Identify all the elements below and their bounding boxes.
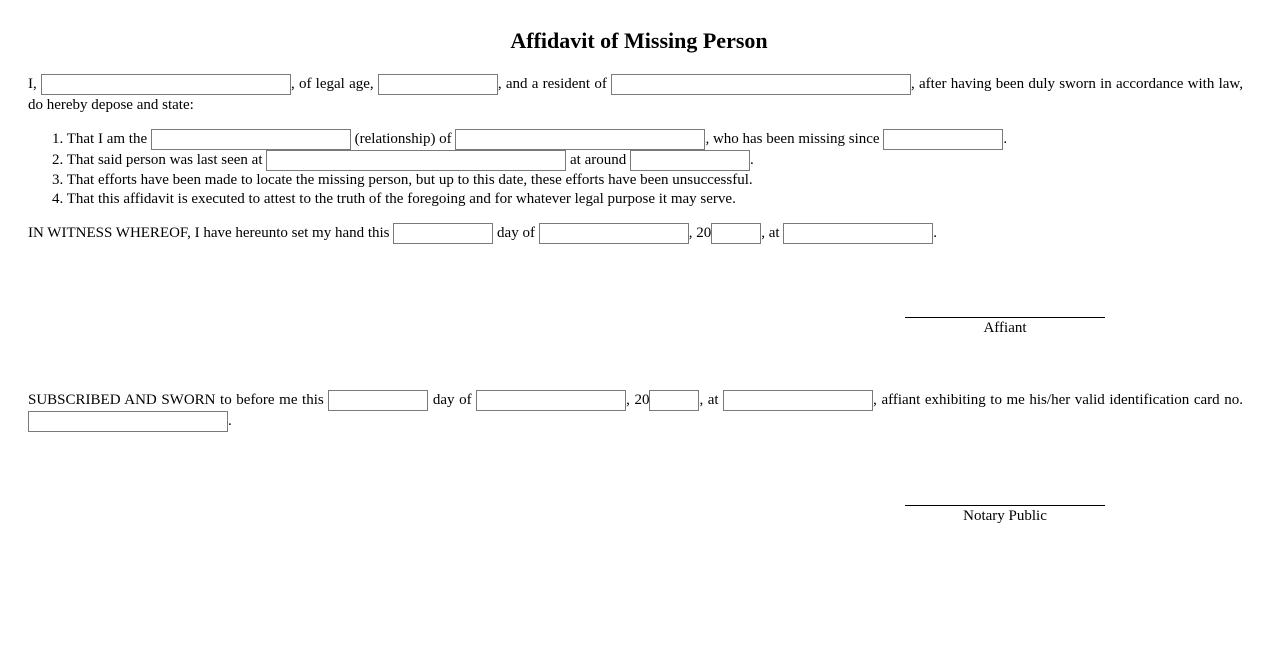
statement-2-text-2: at around	[566, 152, 630, 169]
statements-list	[52, 129, 1007, 209]
subscribed-text-4: , at	[699, 392, 724, 408]
affiant-label: Affiant	[983, 320, 1027, 336]
notary-signature-line	[905, 505, 1105, 506]
statement-1-text-2: (relationship) of	[350, 131, 456, 147]
subscribed-text-5: , affiant exhibiting to me his/her valid identification card no.	[873, 392, 1243, 408]
residence-input[interactable]	[611, 74, 911, 95]
intro-paragraph	[28, 74, 1243, 116]
subscribed-text-3: , 20	[626, 392, 650, 408]
witness-year-input[interactable]	[711, 223, 761, 244]
subscribed-text-2: day of	[428, 392, 477, 408]
subscribed-place-input[interactable]	[723, 390, 873, 411]
relationship-input[interactable]	[151, 129, 351, 150]
witness-text-5: .	[933, 225, 938, 241]
witness-text-2: day of	[493, 225, 539, 241]
statement-1-text-4: .	[1003, 131, 1008, 147]
subscribed-text-1: SUBSCRIBED AND SWORN to before me this	[28, 392, 329, 408]
affiant-signature-block	[905, 317, 1105, 338]
last-seen-place-input[interactable]	[266, 150, 566, 171]
subscribed-text-6: .	[228, 413, 232, 430]
statement-2-text-1: 2. That said person was last seen at	[52, 152, 267, 169]
affiant-name-input[interactable]	[41, 74, 291, 95]
notary-public-label: Notary Public	[963, 508, 1047, 524]
witness-text-3: , 20	[688, 225, 712, 241]
subscribed-year-input[interactable]	[649, 390, 699, 411]
intro-text-2: , of legal age,	[290, 76, 378, 92]
page-title: Affidavit of Missing Person	[510, 28, 768, 53]
intro-text-1: I,	[28, 76, 41, 92]
statement-1-text-3: , who has been missing since	[705, 131, 884, 147]
statement-item-4: 4. That this affidavit is executed to attest to the truth of the foregoing and for whatever legal purpose it may serve.	[52, 191, 736, 208]
last-seen-time-input[interactable]	[630, 150, 750, 171]
statement-1-text-1: 1. That I am the	[52, 131, 151, 147]
statement-2-text-3: .	[750, 152, 754, 169]
notary-signature-block	[905, 505, 1105, 526]
statement-item-2	[52, 150, 1007, 171]
affiant-signature-line	[905, 317, 1105, 318]
witness-month-input[interactable]	[539, 223, 689, 244]
subscribed-month-input[interactable]	[476, 390, 626, 411]
intro-text-4: , after having been duly sworn in accordance with law, do hereby depose and state:	[28, 76, 1244, 114]
statement-item-3: 3. That efforts have been made to locate the missing person, but up to this date, these efforts have been unsuccessful.	[52, 172, 753, 189]
witness-paragraph	[28, 223, 1243, 244]
subscribed-paragraph	[28, 390, 1243, 432]
subscribed-day-input[interactable]	[328, 390, 428, 411]
id-card-number-input[interactable]	[28, 411, 228, 432]
witness-text-4: , at	[761, 225, 784, 241]
witness-text-1: IN WITNESS WHEREOF, I have hereunto set my hand this	[28, 225, 394, 241]
statement-item-1	[52, 129, 1007, 150]
intro-text-3: , and a resident of	[497, 76, 612, 92]
missing-person-name-input[interactable]	[455, 129, 705, 150]
missing-since-input[interactable]	[883, 129, 1003, 150]
civil-status-input[interactable]	[378, 74, 498, 95]
witness-place-input[interactable]	[783, 223, 933, 244]
witness-day-input[interactable]	[393, 223, 493, 244]
